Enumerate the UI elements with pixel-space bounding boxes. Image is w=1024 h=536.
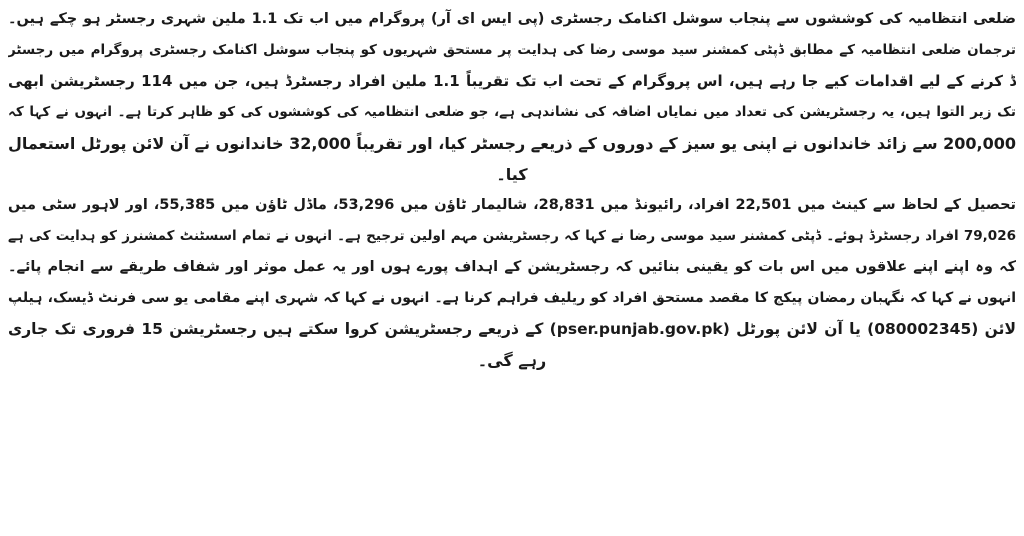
article-line: تک زیر التوا ہیں، یہ رجسٹریشن کی تعداد میں نمایاں اضافہ کی نشاندہی ہے، جو ضلعی انتظامیہ کی کوششوں کی کو ظاہر کرتا ہے۔ انہوں نے کہا کہ [8,104,1016,120]
article-line: تحصیل کے لحاظ سے کینٹ میں 22,501 افراد، رائیونڈ میں 28,831، شالیمار ٹاؤن میں 53,296، ماڈل ٹاؤن میں 55,385، اور لاہور سٹی میں [8,197,1016,213]
article-line: لائن (080002345) یا آن لائن پورٹل (pser.punjab.gov.pk) کے ذریعے رجسٹریشن کروا سکتے ہیں رجسٹریشن 15 فروری تک جاری [8,320,1016,338]
article-line: رہے گی۔ [477,351,547,370]
article-line: 79,026 افراد رجسٹرڈ ہوئے۔ ڈپٹی کمشنر سید موسی رضا نے کہا کہ رجسٹریشن مہم اولین ترجیح ہے۔ انہوں نے تمام اسسٹنٹ کمشنرز کو ہدایت کی ہے [8,228,1016,244]
article-line: ترجمان ضلعی انتظامیہ کے مطابق ڈپٹی کمشنر سید موسی رضا کی ہدایت پر مستحق شہریوں کو پنجاب سوشل اکنامک رجسٹری پروگرام میں رجسٹر [8,42,1016,58]
article-line: کیا۔ [496,165,528,184]
paragraph-registration-summary [8,4,1016,190]
paragraph-ramadan-package [8,283,1016,376]
news-article [8,4,1016,534]
article-line: کہ وہ اپنے اپنے علاقوں میں اس بات کو یقینی بنائیں کہ رجسٹریشن کے اہداف پورے ہوں اور یہ عمل موثر اور شفاف طریقے سے انجام پائے۔ [8,259,1016,275]
article-line: انہوں نے کہا کہ نگہبان رمضان پیکج کا مقصد مستحق افراد کو ریلیف فراہم کرنا ہے۔ انہوں نے کہا کہ شہری اپنے مقامی یو سی فرنٹ ڈیسک، ہیلپ [8,290,1016,306]
article-line: ڈ کرنے کے لیے اقدامات کیے جا رہے ہیں، اس پروگرام کے تحت اب تک تقریباً 1.1 ملین افراد رجسٹرڈ ہیں، جن میں 114 رجسٹریشن ابھی [8,72,1016,90]
paragraph-tehsil-breakdown [8,190,1016,283]
article-line: ضلعی انتظامیہ کی کوششوں سے پنجاب سوشل اکنامک رجسٹری (پی ایس ای آر) پروگرام میں اب تک 1.1 ملین شہری رجسٹر ہو چکے ہیں۔ [8,11,1016,27]
article-line: 200,000 سے زائد خاندانوں نے اپنی یو سیز کے دوروں کے ذریعے رجسٹر کیا، اور تقریباً 32,000 خاندانوں نے آن لائن پورٹل استعمال [8,134,1016,153]
